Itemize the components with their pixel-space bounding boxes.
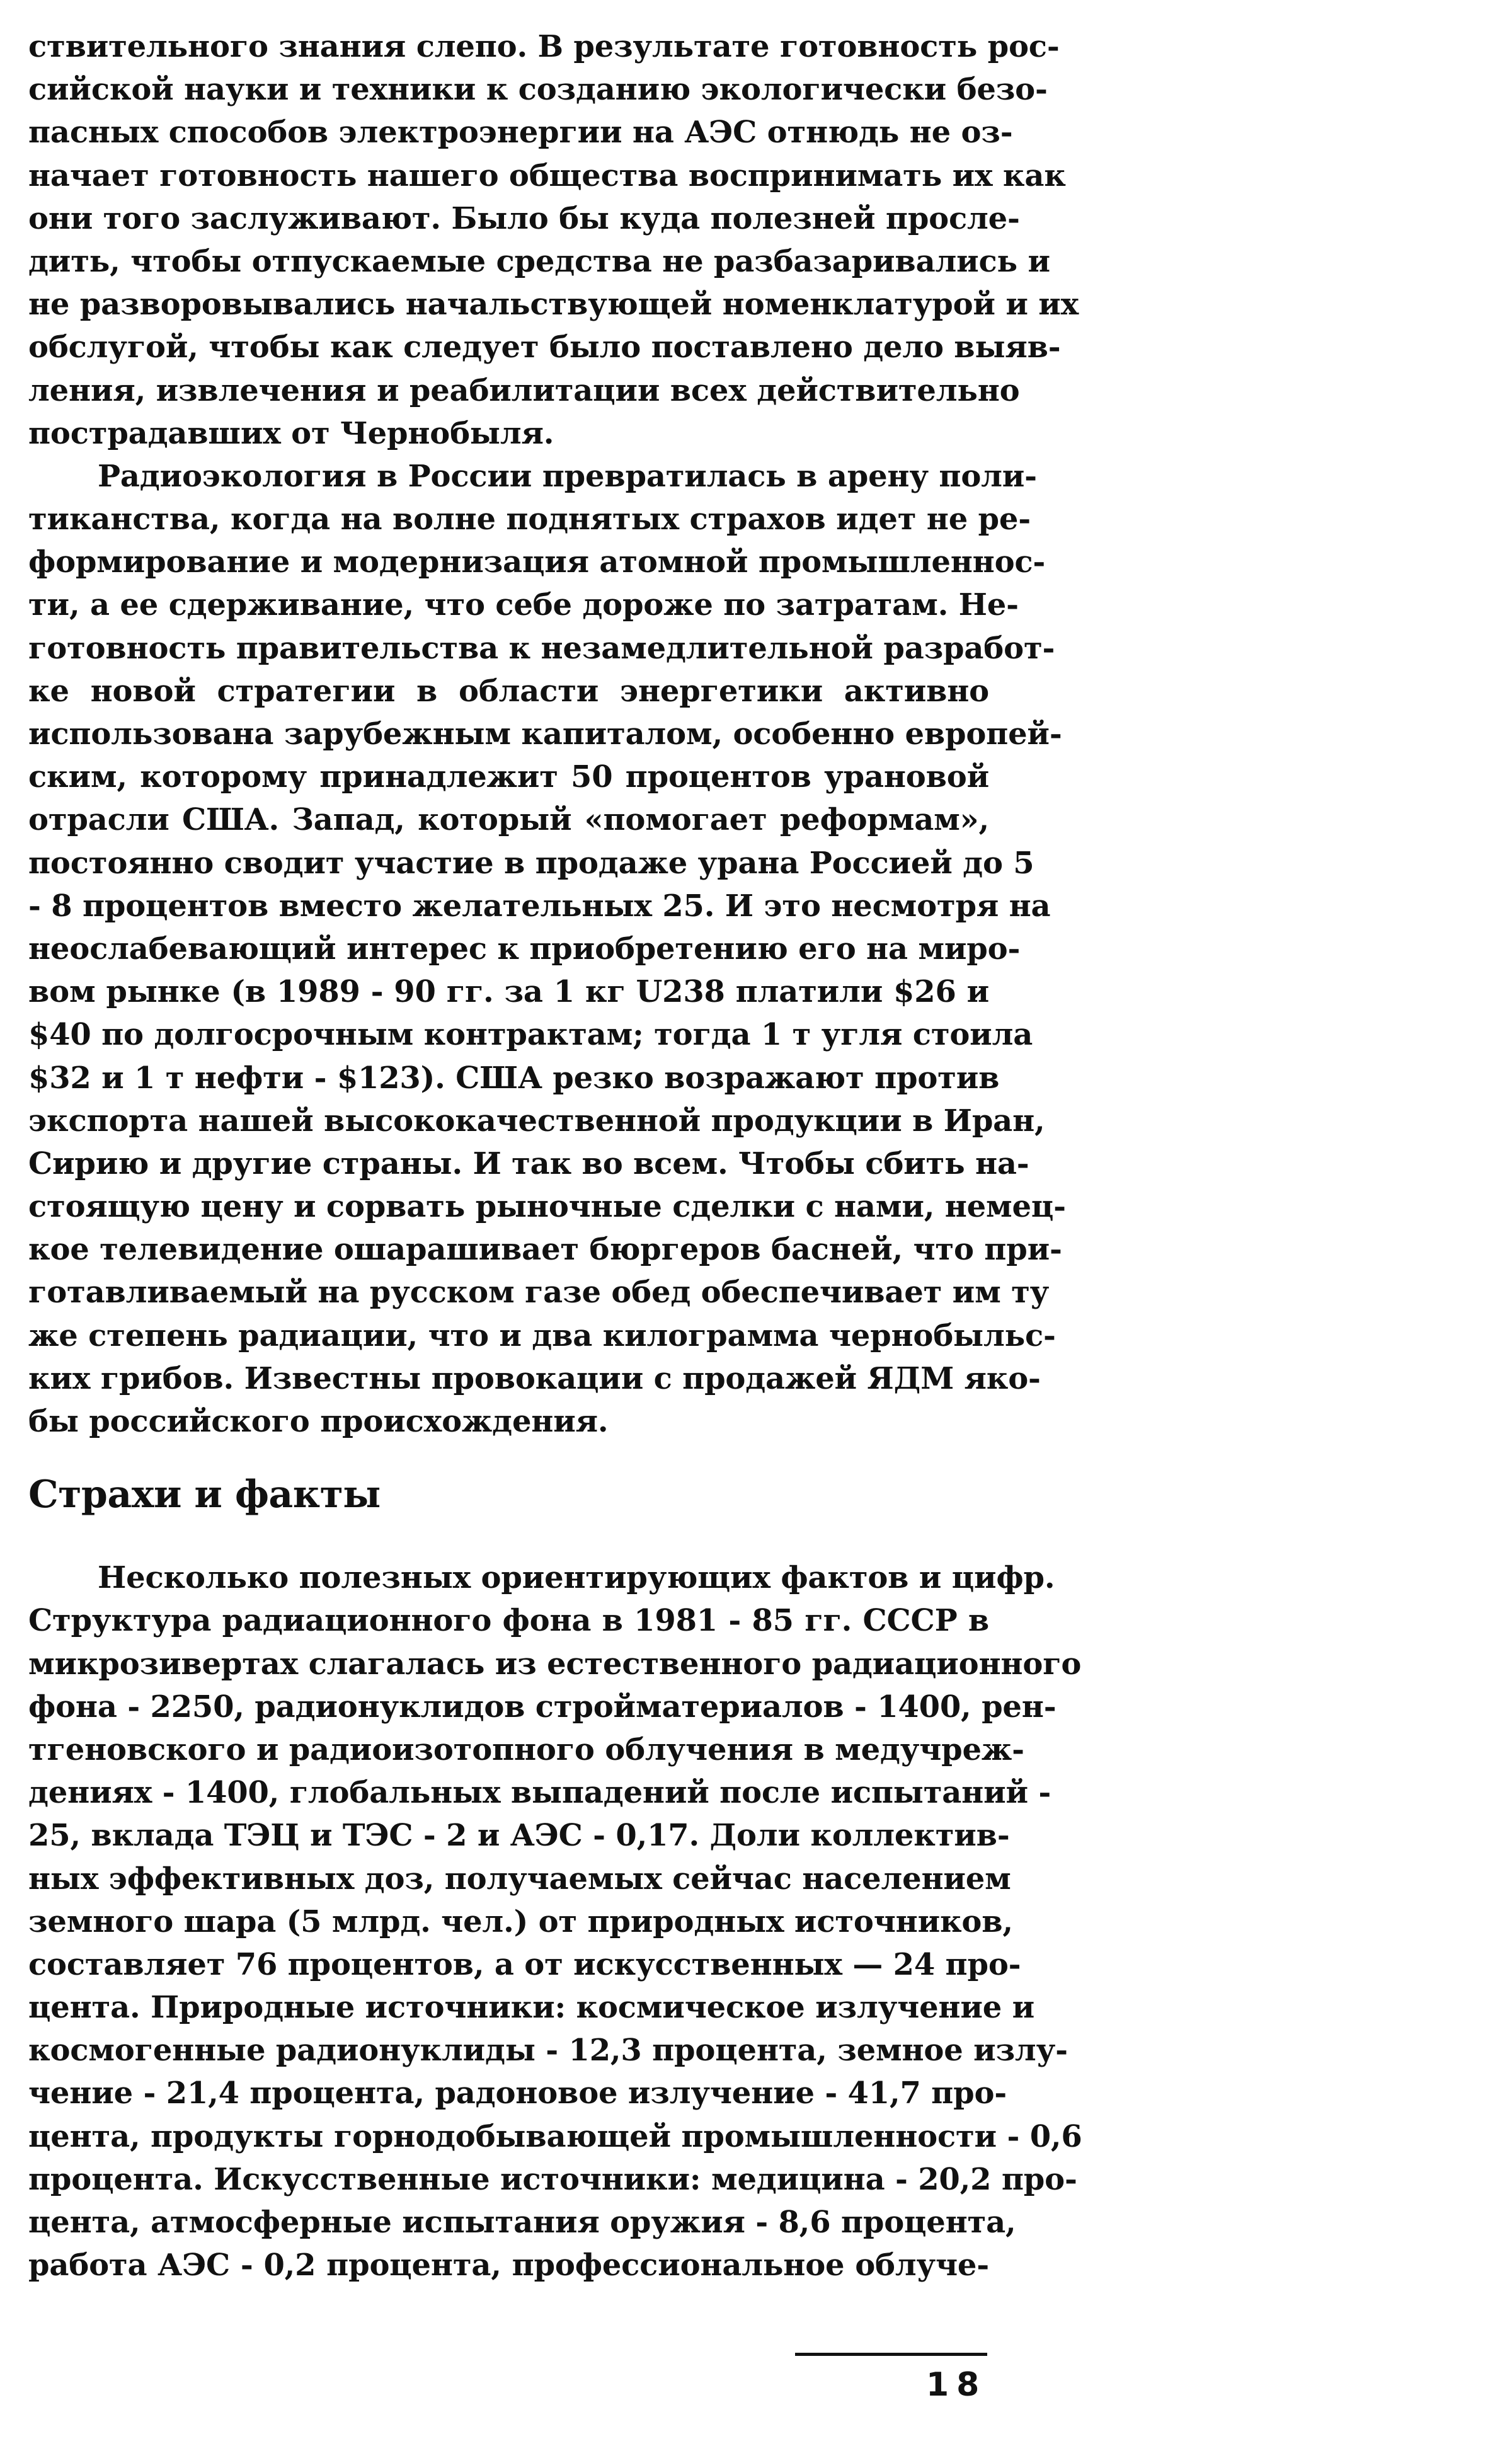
text-line: $40 по долгосрочным контрактам; тогда 1 т угля стоила xyxy=(28,1017,1033,1053)
text-line: же степень радиации, что и два килограмма чернобыльс- xyxy=(28,1318,1056,1353)
text-line: цента. Природные источники: космическое излучение и xyxy=(28,1990,1035,2026)
text-line: готовность правительства к незамедлительной разработ- xyxy=(28,630,1055,666)
text-line: неослабевающий интерес к приобретению его на миро- xyxy=(28,931,1021,967)
text-line: использована зарубежным капиталом, особенно европей- xyxy=(28,716,1062,752)
text-line: не разворовывались начальствующей номенклатурой и их xyxy=(28,287,1079,323)
text-line: - 8 процентов вместо желательных 25. И это несмотря на xyxy=(28,888,1051,924)
text-line: дениях - 1400, глобальных выпадений после испытаний - xyxy=(28,1775,1051,1811)
paragraph-2 xyxy=(28,455,1066,1443)
text-line: они того заслуживают. Было бы куда полезней просле- xyxy=(28,200,1020,236)
section-heading: Страхи и факты xyxy=(28,1473,381,1517)
text-line: Структура радиационного фона в 1981 - 85 гг. СССР в xyxy=(28,1603,989,1639)
paragraph-3 xyxy=(28,1556,1082,2287)
text-line: цента, атмосферные испытания оружия - 8,6 процента, xyxy=(28,2205,1016,2240)
text-line: ных эффективных доз, получаемых сейчас населением xyxy=(28,1861,1011,1897)
text-line: процента. Искусственные источники: медицина - 20,2 про- xyxy=(28,2161,1077,2197)
text-line: пострадавших от Чернобыля. xyxy=(28,415,554,451)
page-text-column xyxy=(28,25,1082,2287)
footer-rule xyxy=(795,2353,987,2356)
text-line: постоянно сводит участие в продаже урана Россией до 5 xyxy=(28,845,1034,881)
text-line: ти, а ее сдерживание, что себе дороже по затратам. Не- xyxy=(28,587,1019,623)
text-line: цента, продукты горнодобывающей промышленности - 0,6 xyxy=(28,2118,1082,2154)
text-line: формирование и модернизация атомной промышленнос- xyxy=(28,544,1046,580)
text-line: микрозивертах слагалась из естественного радиационного xyxy=(28,1646,1082,1682)
text-line: обслугой, чтобы как следует было поставлено дело выяв- xyxy=(28,330,1061,365)
text-line: тиканства, когда на волне поднятых страхов идет не ре- xyxy=(28,502,1031,537)
text-line: бы российского происхождения. xyxy=(28,1404,609,1439)
text-line: Радиоэкология в России превратилась в арену поли- xyxy=(98,458,1037,494)
text-line: земного шара (5 млрд. чел.) от природных источников, xyxy=(28,1903,1013,1939)
text-line: работа АЭС - 0,2 процента, профессиональное облуче- xyxy=(28,2248,989,2283)
text-line: отрасли США. Запад, который «помогает реформам», xyxy=(28,802,989,838)
text-line: чение - 21,4 процента, радоновое излучение - 41,7 про- xyxy=(28,2076,1007,2111)
text-line: готавливаемый на русском газе обед обеспечивает им ту xyxy=(28,1275,1050,1311)
text-line: начает готовность нашего общества воспринимать их как xyxy=(28,158,1066,193)
text-line: экспорта нашей высококачественной продукции в Иран, xyxy=(28,1103,1045,1139)
text-line: стоящую цену и сорвать рыночные сделки с нами, немец- xyxy=(28,1189,1066,1225)
page-number: 18 xyxy=(926,2366,987,2404)
text-line: дить, чтобы отпускаемые средства не разбазаривались и xyxy=(28,243,1050,279)
text-line: тгеновского и радиоизотопного облучения в медучреж- xyxy=(28,1731,1024,1767)
paragraph-1 xyxy=(28,25,1079,455)
text-line: сийской науки и техники к созданию экологически безо- xyxy=(28,72,1048,108)
text-line: $32 и 1 т нефти - $123). США резко возражают против xyxy=(28,1060,1000,1096)
text-line: ке новой стратегии в области энергетики активно xyxy=(28,673,989,709)
text-line: ких грибов. Известны провокации с продажей ЯДМ яко- xyxy=(28,1360,1041,1396)
text-line: Несколько полезных ориентирующих фактов и цифр. xyxy=(98,1560,1055,1596)
text-line: составляет 76 процентов, а от искусственных — 24 про- xyxy=(28,1946,1021,1982)
text-line: ствительного знания слепо. В результате готовность рос- xyxy=(28,29,1060,64)
text-line: кое телевидение ошарашивает бюргеров басней, что при- xyxy=(28,1232,1062,1268)
text-line: фона - 2250, радионуклидов стройматериалов - 1400, рен- xyxy=(28,1689,1057,1725)
text-line: 25, вклада ТЭЦ и ТЭС - 2 и АЭС - 0,17. Доли коллектив- xyxy=(28,1818,1010,1854)
text-line: ским, которому принадлежит 50 процентов урановой xyxy=(28,759,989,795)
text-line: вом рынке (в 1989 - 90 гг. за 1 кг U238 платили $26 и xyxy=(28,974,989,1010)
text-line: пасных способов электроэнергии на АЭС отнюдь не оз- xyxy=(28,115,1013,151)
text-line: Сирию и другие страны. И так во всем. Чтобы сбить на- xyxy=(28,1145,1029,1181)
text-line: ления, извлечения и реабилитации всех действительно xyxy=(28,372,1020,408)
text-line: космогенные радионуклиды - 12,3 процента, земное излу- xyxy=(28,2033,1068,2069)
